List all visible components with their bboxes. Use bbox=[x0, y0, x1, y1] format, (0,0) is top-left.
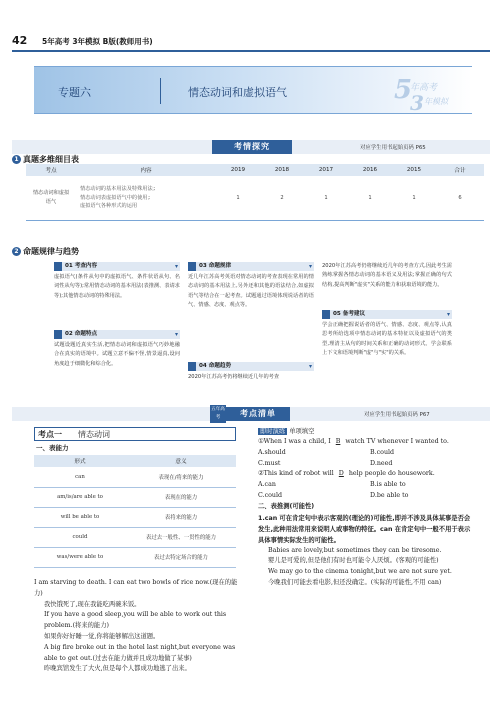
question-text: ②This kind of robot will bbox=[258, 470, 334, 478]
meaning-cell: 表现在的能力 bbox=[126, 487, 236, 507]
table-section-title: 真题多维细目表 bbox=[23, 155, 79, 164]
knowledge-point-label: 考点一 bbox=[38, 430, 62, 439]
question-text: watch TV whenever I wanted to. bbox=[345, 438, 449, 445]
tip-heading-trend bbox=[188, 362, 314, 371]
example-cn: 今晚我们可能去看电影,但还没确定。(实际的可能性,不用 can) bbox=[268, 578, 442, 586]
option: D.need bbox=[370, 459, 393, 467]
table-cell-topic: 情态动词和虚拟语气 bbox=[26, 176, 76, 220]
exercise-title: 单项填空 bbox=[289, 428, 315, 435]
table-header-row bbox=[26, 164, 484, 176]
subsection-heading: 二、表推测(可能性) bbox=[258, 502, 315, 510]
table-cell-value: 1 bbox=[392, 176, 436, 220]
table-header-cell: 考点 bbox=[26, 164, 76, 176]
tip-body-trend-start: 2020年江苏高考仍将继续近几年的考查 bbox=[188, 374, 280, 380]
table-cell-value: 2 bbox=[260, 176, 304, 220]
table-header-row bbox=[34, 455, 236, 467]
table-cell-value: 1 bbox=[348, 176, 392, 220]
trend-section-title: 命题规律与趋势 bbox=[23, 247, 79, 256]
tip-heading-text: 02 命题特点 bbox=[65, 331, 98, 337]
ability-table bbox=[34, 455, 236, 568]
question-text: ①When I was a child, I bbox=[258, 438, 331, 445]
chevron-down-icon: ▾ bbox=[174, 331, 178, 338]
header-rule bbox=[12, 50, 490, 52]
example-cn: 昨晚宾馆发生了大火,但是每个人都成功地逃了出来。 bbox=[44, 665, 191, 673]
option: C.could bbox=[258, 491, 283, 499]
answer-blank: B bbox=[335, 438, 341, 445]
knowledge-badge: 五年高考 bbox=[210, 405, 226, 423]
option: A.can bbox=[258, 481, 276, 489]
table-header-cell: 意义 bbox=[126, 455, 236, 467]
table-header-cell: 形式 bbox=[34, 455, 126, 467]
tip-body-rules: 近几年江苏高考英语对情态动词的考查表现在常用的情态动词的基本用法上,另外还和其他的语法结合,如虚拟语气等结合在一起考查。试题通过语境体现说话者的语气、情感、态度、观点等。 bbox=[188, 274, 314, 309]
tip-heading-content bbox=[54, 262, 180, 271]
trend-section-heading bbox=[12, 246, 79, 257]
section-number-badge: 1 bbox=[12, 155, 21, 164]
example-en: A big fire broke out in the hotel last night,but everyone was able to get out.(过去在能力做并且成功地做了某事) bbox=[44, 643, 236, 662]
knowledge-point-title: 情态动词 bbox=[78, 430, 110, 439]
table-header-cell: 内容 bbox=[76, 164, 216, 176]
example-en: I am starving to death. I can eat two bowls of rice now.(现在的能力) bbox=[34, 579, 238, 597]
option-row bbox=[258, 448, 472, 459]
content-line: 虚拟语气各种形式的运用 bbox=[80, 202, 138, 209]
example-cn: 我快饿死了,现在我能吃两碗米饭。 bbox=[44, 600, 141, 608]
svg-text:年模拟: 年模拟 bbox=[424, 97, 448, 106]
option: B.is able to bbox=[370, 481, 406, 489]
book-title: 5年高考 3年模拟 B版(教师用书) bbox=[42, 37, 153, 46]
tip-body-trend: 2020年江苏高考仍将继续近几年的考查方式,因此考生需熟练掌握各情态动词的基本语义及用法;掌握正确的句式结构,提高判断"虚实"关系的能力和获取语境的能力。 bbox=[322, 263, 452, 288]
examples-left bbox=[34, 578, 242, 675]
table-header-cell: 2015 bbox=[392, 164, 436, 176]
svg-text:5: 5 bbox=[394, 75, 413, 105]
tip-body-advice: 学会正确把握说话者的语气、情感、态度、观点等,认真思考所给选项中情态动词的基本特征以及虚拟语气的类型,理清主从句的时间关系和正确的动词形式。学会联系上下文和语境判断"虚"与"实"的关系。 bbox=[322, 322, 452, 357]
chevron-down-icon: ▾ bbox=[446, 311, 450, 318]
example-cn: 婴儿是可爱的,但是他们有时也可能令人厌烦。(客观的可能性) bbox=[268, 557, 439, 565]
rule-text: 1.can 可在肯定句中表示客观的(理论的)可能性,即并不涉及具体某事是否会发生,此种用法常用来说明人或事物的特征。can 在肯定句中一般不用于表示具体事情实际发生的可能性。 bbox=[258, 514, 471, 544]
option-row bbox=[258, 459, 472, 470]
chevron-down-icon: ▾ bbox=[174, 263, 178, 270]
table-header-cell: 2018 bbox=[260, 164, 304, 176]
table-row bbox=[34, 547, 236, 567]
answer-blank: D bbox=[338, 470, 344, 478]
knowledge-page-ref: 对应学生用书起始页码 P67 bbox=[364, 412, 430, 418]
table-row bbox=[34, 467, 236, 487]
table-row bbox=[34, 527, 236, 547]
svg-text:3: 3 bbox=[410, 91, 424, 114]
table-row bbox=[34, 487, 236, 507]
tip-heading-text: 01 考查内容 bbox=[65, 263, 98, 269]
form-cell: could bbox=[34, 527, 126, 547]
example-cn: 如果你好好睡一觉,你将能够解出这道题。 bbox=[44, 632, 160, 640]
meaning-cell: 表过去一般性、一贯性的能力 bbox=[126, 527, 236, 547]
tip-heading-text: 03 命题规律 bbox=[199, 263, 232, 269]
table-cell-content bbox=[76, 176, 216, 220]
topic-title: 情态动词和虚拟语气 bbox=[188, 86, 287, 99]
tip-heading-text: 04 命题趋势 bbox=[199, 363, 232, 369]
tip-heading-advice bbox=[322, 310, 452, 319]
knowledge-title: 考点清单 bbox=[226, 407, 290, 421]
option-row bbox=[258, 491, 472, 502]
tip-heading-features bbox=[54, 330, 180, 339]
table-cell-value: 6 bbox=[436, 176, 484, 220]
example-en: Babies are lovely,but sometimes they can be tiresome. bbox=[268, 546, 442, 554]
chevron-down-icon: ▾ bbox=[308, 263, 312, 270]
table-header-cell: 2016 bbox=[348, 164, 392, 176]
table-header-cell: 2017 bbox=[304, 164, 348, 176]
meaning-cell: 表将来的能力 bbox=[126, 507, 236, 527]
table-cell-value: 1 bbox=[304, 176, 348, 220]
form-cell: can bbox=[34, 467, 126, 487]
exam-detail-table bbox=[26, 164, 484, 221]
svg-text:年高考: 年高考 bbox=[410, 83, 438, 93]
example-en: We may go to the cinema tonight,but we are not sure yet. bbox=[268, 568, 452, 576]
logo-icon bbox=[390, 70, 454, 114]
knowledge-point-bar bbox=[34, 427, 236, 441]
meaning-cell: 表现在/将来的能力 bbox=[126, 467, 236, 487]
table-row bbox=[34, 507, 236, 527]
exam-section-title: 考情探究 bbox=[212, 140, 292, 154]
chevron-down-icon: ▾ bbox=[308, 363, 312, 370]
example-en: If you have a good sleep,you will be able to work out this problem.(将来的能力) bbox=[44, 611, 227, 630]
content-line: 情态动词的基本用法及特殊用法; bbox=[80, 186, 156, 193]
option: D.be able to bbox=[370, 491, 409, 499]
question-text: help people do housework. bbox=[348, 470, 435, 478]
table-cell-value: 1 bbox=[216, 176, 260, 220]
question-2 bbox=[258, 469, 472, 480]
page-number: 42 bbox=[12, 34, 28, 47]
tip-body-features: 试题设题近真实生活,把情态动词和虚拟语气巧妙地融合在真实的语境中。试题立意不偏不怪,情景逼真,设问角度趋于细微化和综合化。 bbox=[54, 342, 180, 367]
table-row bbox=[26, 176, 484, 220]
exam-page-ref: 对应学生用书起始页码 P65 bbox=[360, 145, 426, 151]
tip-body-content: 虚拟语气(条件从句中的虚拟语气、条件状语从句、名词性从句等);常用情态动词的基本用法(表推测、表请求等);其他情态动词的特殊用法。 bbox=[54, 274, 180, 299]
topic-number: 专题六 bbox=[58, 86, 91, 99]
form-cell: am/is/are able to bbox=[34, 487, 126, 507]
question-1 bbox=[258, 437, 472, 448]
meaning-cell: 表过去特定场合的能力 bbox=[126, 547, 236, 567]
exercise-label: 即时演练 bbox=[260, 428, 286, 435]
option: B.could bbox=[370, 448, 395, 456]
table-header-cell: 合计 bbox=[436, 164, 484, 176]
option: C.must bbox=[258, 459, 281, 467]
content-line: 情态动词表虚拟语气中的使用; bbox=[80, 194, 151, 201]
table-header-cell: 2019 bbox=[216, 164, 260, 176]
tip-heading-text: 05 备考建议 bbox=[333, 311, 366, 317]
exercise-body bbox=[258, 437, 472, 589]
banner-divider bbox=[160, 78, 161, 104]
tip-heading-rules bbox=[188, 262, 314, 271]
subsection-heading: 一、表能力 bbox=[36, 444, 69, 452]
exercise-header bbox=[258, 426, 314, 435]
option: A.should bbox=[258, 448, 286, 456]
option-row bbox=[258, 480, 472, 491]
form-cell: was/were able to bbox=[34, 547, 126, 567]
form-cell: will be able to bbox=[34, 507, 126, 527]
section-number-badge: 2 bbox=[12, 247, 21, 256]
